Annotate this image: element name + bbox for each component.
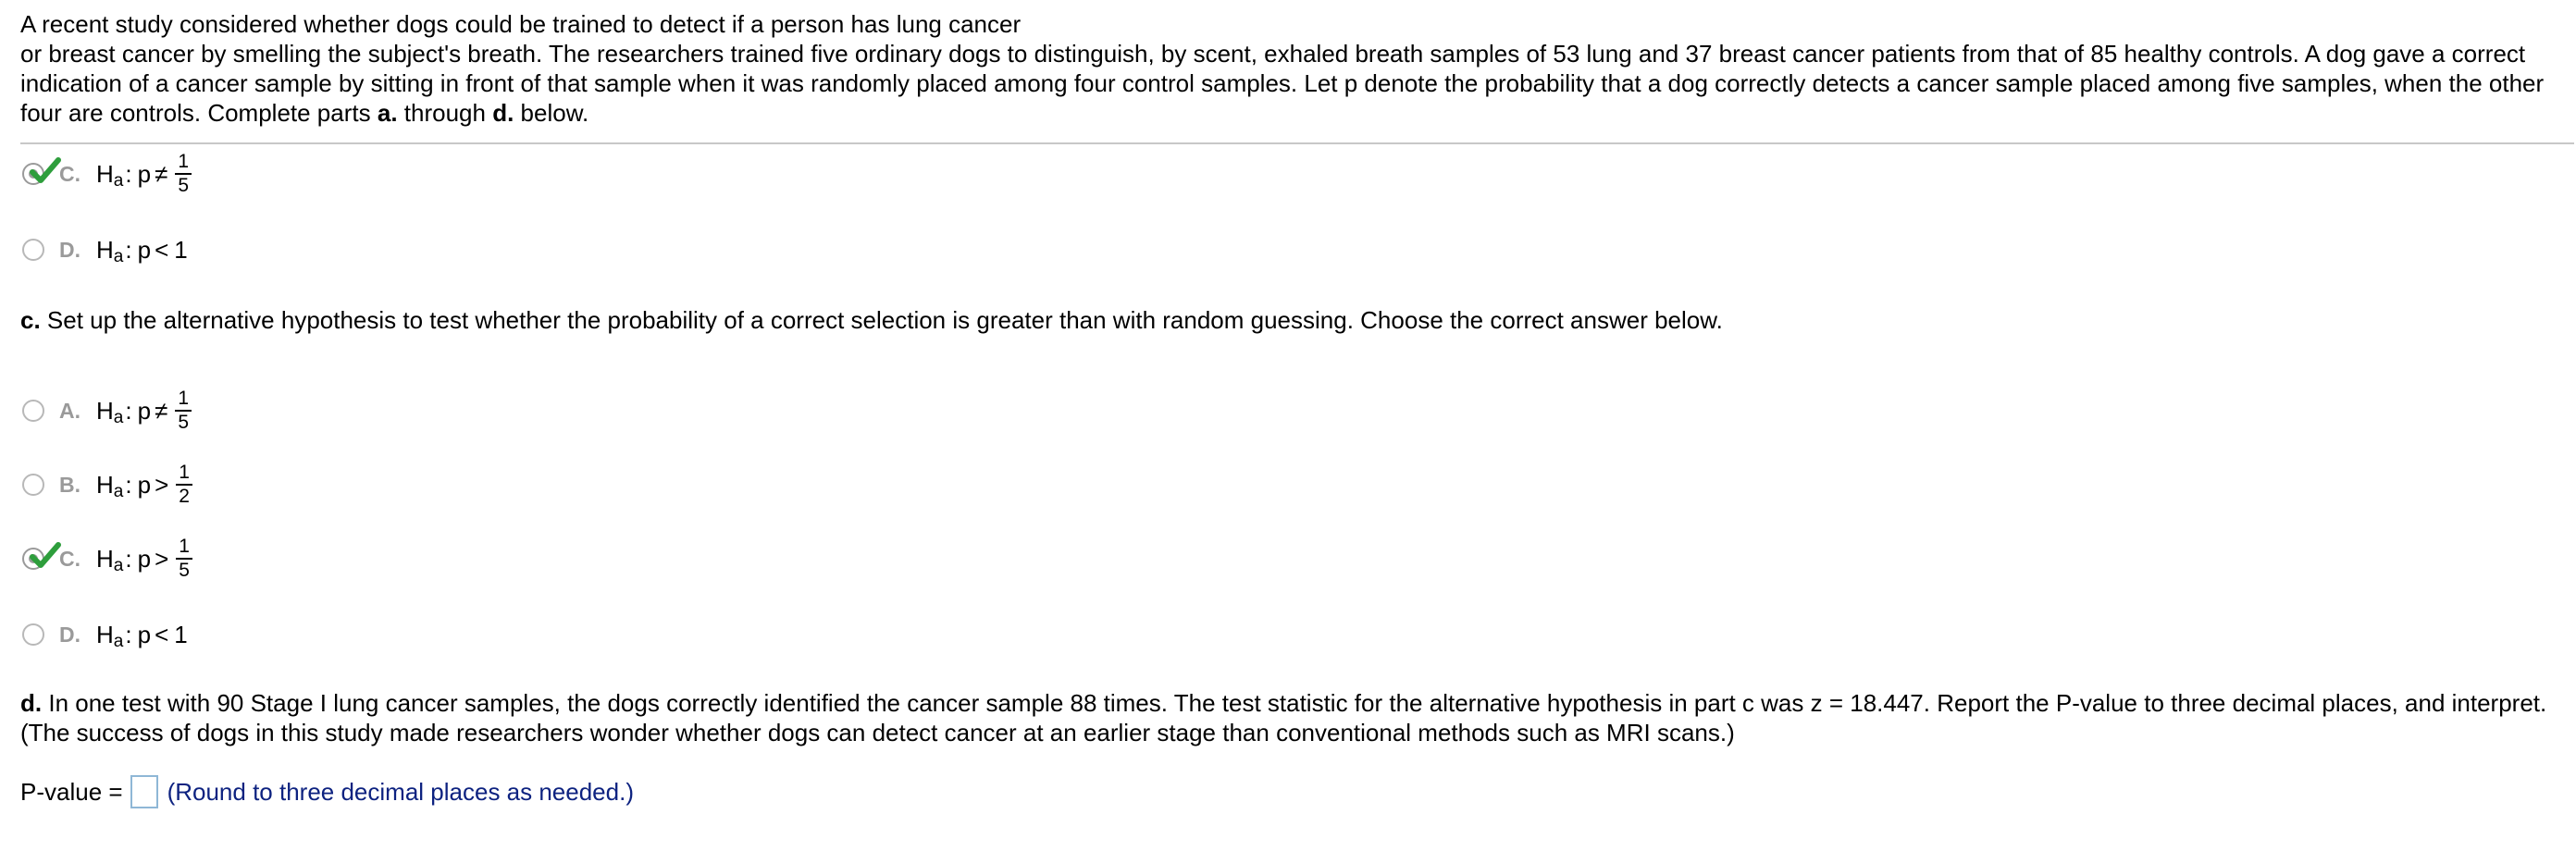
part-d-question — [20, 688, 2556, 747]
part-c-question — [20, 305, 2556, 335]
h-symbol: H — [96, 620, 114, 648]
intro-body: or breast cancer by smelling the subject's breath. The researchers trained five ordinary dogs to distinguish, by scent, exhaled breath samples of 53 lung and 37 breast cancer patients from that of 85 healthy controls. A dog gave a correct indication of a cancer sample by sitting in front of that sample when it was randomly placed among four control samples. Let p denote the probability that a dog correctly detects a cancer sample placed among five samples, when the other four are controls. Complete parts — [20, 40, 2545, 127]
intro-below: below. — [520, 99, 589, 127]
fraction — [176, 536, 192, 582]
fraction-numerator: 1 — [178, 388, 190, 409]
intro-through: through — [403, 99, 486, 127]
checkmark-icon — [30, 542, 61, 570]
relation-symbol: ≠ — [155, 396, 168, 425]
radio-button[interactable] — [22, 548, 44, 570]
hypothesis-expression: H a : p < 1 — [96, 235, 188, 266]
part-c-option-b[interactable] — [22, 457, 192, 512]
h-symbol: H — [96, 470, 114, 499]
intro-bold-d: d. — [492, 99, 514, 127]
fraction — [175, 388, 192, 434]
radio-button[interactable] — [22, 163, 44, 185]
hypothesis-expression: H a : p ≠ $\frac{1}{5}$ — [96, 388, 192, 434]
part-d-label: d. — [20, 689, 43, 717]
option-letter: A. — [59, 398, 80, 423]
relation-value: 1 — [174, 235, 188, 264]
relation-value: 1 — [174, 620, 188, 648]
option-letter: D. — [59, 237, 80, 262]
part-d-line-2: (The success of dogs in this study made researchers wonder whether dogs can detect cancer at an earlier stage than conventional methods such as MRI scans.) — [20, 719, 1735, 746]
radio-button[interactable] — [22, 239, 44, 261]
part-c-option-d[interactable] — [22, 607, 188, 662]
hypothesis-expression: H a : p > $\frac{1}{5}$ — [96, 536, 192, 582]
relation-symbol: ≠ — [155, 159, 168, 188]
p-value-answer-row — [20, 775, 634, 808]
fraction-numerator: 1 — [179, 462, 190, 483]
h-symbol: H — [96, 396, 114, 425]
fraction-numerator: 1 — [179, 536, 190, 557]
checkmark-icon — [30, 157, 61, 185]
option-letter: C. — [59, 161, 80, 186]
h-subscript: a — [113, 556, 124, 575]
p-value-label: P-value = — [20, 777, 123, 806]
h-subscript: a — [113, 171, 124, 191]
relation-symbol: > — [155, 470, 169, 499]
intro-line-2 — [20, 39, 2556, 128]
radio-button[interactable] — [22, 400, 44, 422]
intro-line-1: A recent study considered whether dogs could be trained to detect if a person has lung cancer — [20, 10, 1022, 38]
fraction — [176, 462, 192, 508]
part-c-option-c[interactable] — [22, 531, 192, 586]
h-symbol: H — [96, 544, 114, 573]
part-c-label: c. — [20, 306, 41, 334]
part-c-text: Set up the alternative hypothesis to test whether the probability of a correct selection is greater than with random guessing. Choose the correct answer below. — [46, 306, 1723, 334]
p-value-input[interactable] — [130, 775, 158, 808]
fraction-denominator: 5 — [178, 412, 190, 433]
problem-statement — [20, 9, 2556, 128]
rounding-hint: (Round to three decimal places as needed.) — [167, 777, 634, 806]
divider — [20, 142, 2574, 144]
fraction — [175, 151, 192, 197]
relation-symbol: < — [155, 620, 169, 648]
part-d-line-1: In one test with 90 Stage I lung cancer samples, the dogs correctly identified the cancer sample 88 times. The test statistic for the alternative hypothesis in part c was z = 18.447. Report the P-value to three decimal places, and interpret. — [48, 689, 2547, 717]
fraction-denominator: 2 — [179, 486, 190, 507]
hypothesis-expression: H a : p ≠ $\frac{1}{5}$ — [96, 151, 192, 197]
option-letter: D. — [59, 622, 80, 647]
radio-button[interactable] — [22, 474, 44, 496]
option-letter: B. — [59, 472, 80, 497]
intro-bold-a: a. — [377, 99, 398, 127]
h-symbol: H — [96, 159, 114, 188]
part-b-option-d[interactable] — [22, 222, 188, 278]
h-subscript: a — [113, 247, 124, 266]
h-subscript: a — [113, 482, 124, 501]
radio-button[interactable] — [22, 623, 44, 646]
option-letter: C. — [59, 546, 80, 571]
h-subscript: a — [113, 408, 124, 427]
h-subscript: a — [113, 632, 124, 651]
fraction-denominator: 5 — [178, 175, 190, 196]
relation-symbol: > — [155, 544, 169, 573]
part-c-option-a[interactable] — [22, 383, 192, 438]
part-b-option-c[interactable] — [22, 146, 192, 202]
relation-symbol: < — [155, 235, 169, 264]
fraction-numerator: 1 — [178, 151, 190, 172]
hypothesis-expression: H a : p > $\frac{1}{2}$ — [96, 462, 192, 508]
h-symbol: H — [96, 235, 114, 264]
fraction-denominator: 5 — [179, 560, 190, 581]
hypothesis-expression: H a : p < 1 — [96, 620, 188, 651]
